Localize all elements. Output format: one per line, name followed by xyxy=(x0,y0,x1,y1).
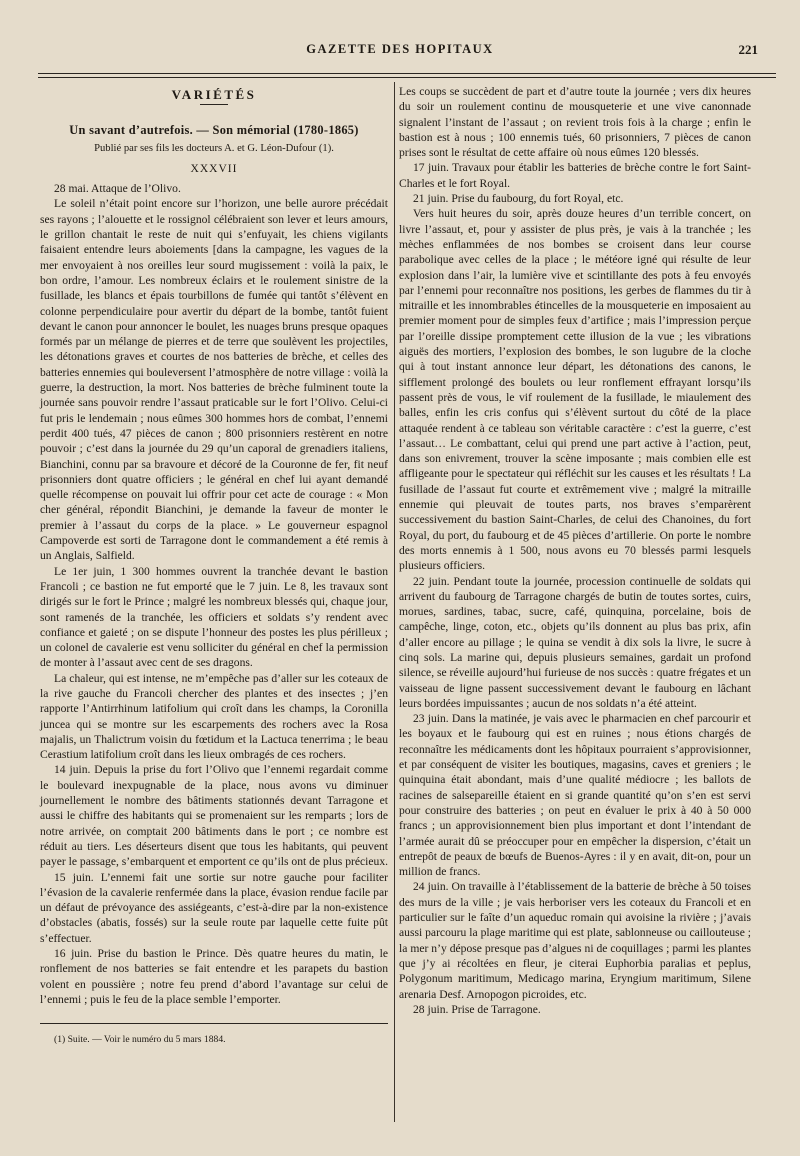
article-title: Un savant d’autrefois. — Son mémorial (1780-1865) xyxy=(69,123,359,138)
section-rule xyxy=(200,104,228,105)
paragraph: 15 juin. L’ennemi fait une sortie sur notre gauche pour faciliter l’évasion de la cavalerie renfermée dans la place, évasion rendue facile par un défaut de prévoyance des assiégeants, c’est-à-dire par la non-existence d’obstacles (abatis, fossés) sur la seule route par laquelle cette fuite pût s’effectuer. xyxy=(40,870,388,945)
chapter-number: XXXVII xyxy=(190,162,238,175)
header-rule xyxy=(38,73,776,74)
running-title: GAZETTE DES HOPITAUX xyxy=(306,42,494,56)
header-rule-thin xyxy=(38,77,776,78)
paragraph: 24 juin. On travaille à l’établissement de la batterie de brèche à 50 toises des murs de la ville ; je vais herboriser vers les coteaux du Francoli et en particulier sur le faîte d’un aqueduc romain qui avoisine la rivière ; j’avais aussi parcouru la plage maritime qui est plate, sablonneuse ou caillouteuse ; la mer n’y dépose presque pas d’algues ni de coquillages ; parmi les plantes que j’y ai récoltées en fleur, je citerai Euphorbia paralias et peplus, Polygonum maritimum, Medicago marina, Eryngium maritimum, Silene arenaria Desf. Arnopogon picroides, etc. xyxy=(399,880,751,1001)
footnote-rule xyxy=(40,1023,388,1024)
paragraph: 28 juin. Prise de Tarragone. xyxy=(413,1002,541,1016)
section-title: VARIÉTÉS xyxy=(171,87,257,102)
paragraph: 22 juin. Pendant toute la journée, procession continuelle de soldats qui arrivent du faubourg de Tarragone chargés de butin de toutes sortes, cuirs, morues, sardines, tabac, sucre, café, quinquina, porcelaine, bois de campêche, linge, coton, etc., objets qu’ils donnent au plus bas prix, afin d’aller encore au pillage ; le quina se vendit à dix sols la livre, le sucre à cinq sols. La marine qui, depuis plusieurs semaines, gardait un profond silence, se réveille aujourd’hui furieuse de nos succès : quatre frégates et un vaisseau de ligne passent successivement devant le faubourg en lâchant leurs bordées impuissantes ; aucun de nos soldats n’a été atteint. xyxy=(399,574,751,710)
paragraph: 28 mai. Attaque de l’Olivo. xyxy=(54,182,181,196)
paragraph: 14 juin. Depuis la prise du fort l’Olivo que l’ennemi regardait comme le boulevard inexpugnable de la place, nous avons vu diminuer journellement le nombre des bâtiments stationnés devant Tarragone et aussi le chiffre des habitants qui se promenaient sur les remparts ; lors de notre arrivée, on comptait 200 bâtiments dans le port ; ce nombre est réduit au tiers. Les déserteurs disent que tous les habitants, qui peuvent payer le passage, s’embarquent et emportent ce qu’ils ont de plus précieux. xyxy=(40,763,389,869)
paragraph: Le 1er juin, 1 300 hommes ouvrent la tranchée devant le bastion Francoli ; ce bastion ne fut emporté que le 7 juin. Le 8, les travaux sont dirigés sur le fort le Prince ; malgré les nombreux blessés qui, chaque jour, sont ramenés de la tranchée, les officiers et soldats s’y rendent avec confiance et gaieté ; on se dispute l’honneur des postes les plus périlleux ; un colonel de cavalerie est venu solliciter du général en chef la permission de monter à l’assaut avec cent de ses dragons. xyxy=(40,564,388,670)
left-column xyxy=(40,84,388,1048)
paragraph: 21 juin. Prise du faubourg, du fort Royal, etc. xyxy=(413,192,624,206)
page-number: 221 xyxy=(738,42,758,57)
paragraph: 23 juin. Dans la matinée, je vais avec le pharmacien en chef parcourir et les boyaux et le faubourg qui est en ruines ; nous étions chargés de reconnaître les médicaments dont les hôpitaux pourraient s’approvisionner, et par conséquent de visiter les boutiques, magasins, caves et greniers ; le quinquina était abondant, mais d’une qualité médiocre ; les ballots de racines de salsepareille étaient en si grande quantité qu’on s’en est servi pour construire des batteries ; on peut en évaluer le prix à 40 à 50 000 francs ; un approvisionnement bien plus important et dont l’intendant de l’armée aurait dû se préoccuper pour en empêcher la dispersion, c’était un entrepôt de peaux de bœufs de Buenos-Ayres : il y en avait, dit-on, pour un million de francs. xyxy=(399,712,751,879)
column-divider xyxy=(394,82,395,1122)
paragraph: La chaleur, qui est intense, ne m’empêche pas d’aller sur les coteaux de la rive gauche du Francoli chercher des plantes et des insectes ; j’en rapporte l’Antirrhinum latifolium qui croît dans les champs, la Coronilla juncea qui se montre sur les escarpements des rochers avec la Rosa majalis, un Thalictrum voisin du fœtidum et la Lactuca tenerrima ; le beau Cerastium latifolium croît dans les lieux ombragés de ces rochers. xyxy=(40,671,388,762)
paragraph: 17 juin. Travaux pour établir les batteries de brèche contre le fort Saint-Charles et le fort Royal. xyxy=(399,161,751,190)
paragraph: Les coups se succèdent de part et d’autre toute la journée ; vers dix heures du soir un roulement continu de mousqueterie et une vive canonnade signalent l’instant de l’assaut ; on revient trois fois à la charge ; enfin le bastion est à nous ; 100 ennemis tués, 60 prisonniers, 7 pièces de canon prises sont le résultat de cette affaire où nous eûmes 120 blessés. xyxy=(399,85,751,160)
footnote: (1) Suite. — Voir le numéro du 5 mars 1884. xyxy=(54,1034,226,1046)
right-column xyxy=(399,84,751,1017)
paragraph: Le soleil n’était point encore sur l’horizon, une belle aurore précédait ses rayons ; l’alouette et le rossignol célébraient son lever et leurs amours, le grillon chantait le reste de nuit qui s’enfuyait, les chiens vigilants faisaient entendre leurs aboiements [dans la campagne, les vagues de la mer envoyaient à nos oreilles leur sourd mugissement : voilà la paix, le bon ordre, l’amour. Les nombreux éclairs et le roulement sinistre de la fusillade, les blancs et épais tourbillons de fumée qui tantôt s’élèvent en colonne perpendiculaire pour avertir du départ de la bombe, tantôt fuient devant le canon pour annoncer le boulet, les nuages bruns presque opaques formés par un mélange de pierres et de terre que soulèvent les projectiles, les détonations graves et courtes de nos batteries de brèche, et celles des batteries ennemies qui bouleversent l’atmosphère de notre village : voilà la guerre, la destruction, la mort. Nos batteries de brèche fulminent toute la journée sans pouvoir rendre l’assaut praticable sur le fort l’Olivo. Celui-ci fut pris le lendemain ; nous eûmes 300 hommes hors de combat, l’ennemi perdit 400 tués, 47 pièces de canon ; 800 prisonniers restèrent en notre pouvoir ; c’est dans la journée du 29 qu’un caporal de grenadiers italiens, Bianchini, connu par sa bravoure et décoré de la Couronne de fer, fit neuf prisonniers dont quatre officiers ; le général en chef lui ayant demandé quelle récompense on pouvait lui offrir pour cet acte de courage : « Mon cher général, répondit Bianchini, je demande la faveur de monter le premier à l’assaut du corps de la place. » Le gouverneur espagnol Campoverde est sorti de Tarragone dont le commandement a été remis à un Anglais, Salfield. xyxy=(40,197,388,563)
page-header xyxy=(30,42,770,62)
paragraph: Vers huit heures du soir, après douze heures d’un terrible concert, on livre l’assaut, et, pour y assister de plus près, je vais à la tranchée ; les mèches enflammées de nos bombes se croisent dans leur course parabolique avec celles de la place ; le météore igné qui résulte de leur explosion dans l’air, la lumière vive et scintillante des pots à feu envoyés par l’ennemi pour reconnaître nos positions, les gerbes de flammes du tir à mitraille et les innombrables étincelles de la mousqueterie en imposaient au premier moment pour de simples feux d’artifice ; mais l’impression perçue par l’oreille dissipe promptement cette illusion de la vue ; les vibrations aiguës des mortiers, l’explosion des bombes, le son lugubre de la cloche qui à tout instant annonce leur départ, les détonations des canons, le sifflement prolongé des boulets ou leur ronflement effrayant lorsqu’ils passent près de vous, le vif roulement de la fusillade, le miaulement des balles, enfin les cris confus qui s’élèvent surtout du côté de la place attaquée rendent à ce tableau son véritable caractère : c’est la guerre, c’est l’assaut… Le combattant, celui qui prend une part active à l’action, peut, dans son enivrement, trouver la scène imposante ; mais combien elle est affligeante pour le spectateur qui réfléchit sur les causes et les résultats ! La fusillade de l’assaut fut courte et extrêmement vive ; malgré la mitraille ennemie qui pleuvait de toutes parts, nos braves s’emparèrent successivement du bastion Saint-Charles, de celui des Chanoines, du fort Royal, du port, du faubourg et de 45 pièces d’artillerie. On porte le nombre des morts ennemis à 1 500, nous avons eu 70 blessés parmi lesquels plusieurs officiers. xyxy=(399,207,751,573)
paragraph: 16 juin. Prise du bastion le Prince. Dès quatre heures du matin, le ronflement de nos batteries se fait entendre et les parapets du bastion volent en poussière ; notre feu prend d’abord l’avantage sur celui de l’ennemi ; puis le feu de la place semble l’emporter. xyxy=(40,947,388,1006)
article-byline: Publié par ses fils les docteurs A. et G. Léon-Dufour (1). xyxy=(94,142,334,154)
